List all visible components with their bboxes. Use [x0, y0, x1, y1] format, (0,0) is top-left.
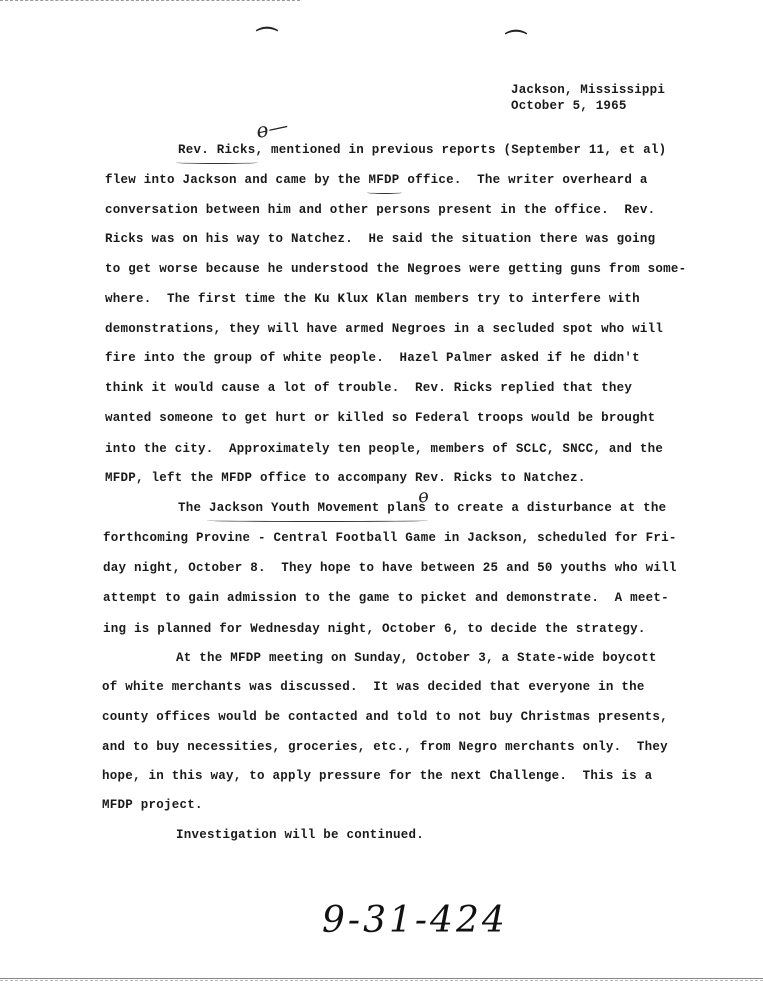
text-line-11: into the city. Approximately ten people, members of SCLC, SNCC, and the [105, 442, 664, 456]
text-line-8: fire into the group of white people. Hazel Palmer asked if he didn't [105, 351, 640, 365]
underlined-name: Rev. Ricks [178, 143, 256, 157]
text-line-19: of white merchants was discussed. It was decided that everyone in the [102, 680, 645, 694]
text-line-12: MFDP, left the MFDP office to accompany Rev. Ricks to Natchez. [105, 471, 586, 485]
text-line-2: flew into Jackson and came by the MFDP office. The writer overheard a [105, 173, 648, 187]
text-line-16: attempt to gain admission to the game to picket and demonstrate. A meet- [103, 591, 669, 605]
text-line-17: ing is planned for Wednesday night, October 6, to decide the strategy. [103, 622, 646, 636]
text-line-4: Ricks was on his way to Natchez. He said the situation there was going [105, 232, 656, 246]
text-line-5: to get worse because he understood the Negroes were getting guns from some- [105, 262, 687, 276]
underlined-org: MFDP [368, 173, 400, 187]
staple-mark-left: ⌒ [256, 27, 279, 52]
text-line-21: and to buy necessities, groceries, etc., from Negro merchants only. They [102, 740, 668, 754]
text-line-9: think it would cause a lot of trouble. Rev. Ricks replied that they [105, 381, 633, 395]
bottom-edge-dashes [0, 980, 763, 982]
text-line-10: wanted someone to get hurt or killed so Federal troops would be brought [105, 411, 656, 425]
text-line-13: The Jackson Youth Movement plans to create a disturbance at the [178, 501, 667, 515]
text-line-6: where. The first time the Ku Klux Klan members try to interfere with [105, 292, 640, 306]
handwritten-mark-1: ɵ— [253, 112, 291, 144]
text-line-1: Rev. Ricks, mentioned in previous reports (September 11, et al) [178, 143, 667, 157]
text-line-14: forthcoming Provine - Central Football Game in Jackson, scheduled for Fri- [103, 531, 677, 545]
text-line-18: At the MFDP meeting on Sunday, October 3, a State-wide boycott [176, 651, 657, 665]
text-line-20: county offices would be contacted and told to not buy Christmas presents, [102, 710, 668, 724]
handwritten-mark-2: ɵ [416, 485, 431, 508]
text-line-23: MFDP project. [102, 798, 203, 812]
staple-mark-right: ⌒ [505, 30, 528, 55]
dateline-date: October 5, 1965 [511, 99, 627, 113]
text-line-7: demonstrations, they will have armed Negroes in a secluded spot who will [105, 322, 664, 336]
dateline [511, 82, 665, 114]
text-line-3: conversation between him and other persons present in the office. Rev. [105, 203, 656, 217]
handwritten-file-number: 9-31-424 [322, 900, 508, 941]
text-line-15: day night, October 8. They hope to have between 25 and 50 youths who will [103, 561, 677, 575]
dateline-city: Jackson, Mississippi [511, 83, 666, 97]
top-dashed-edge [0, 0, 300, 3]
text-line-24: Investigation will be continued. [176, 828, 425, 842]
underlined-org-2: Jackson Youth Movement plans [209, 501, 427, 515]
text-line-22: hope, in this way, to apply pressure for the next Challenge. This is a [102, 769, 653, 783]
